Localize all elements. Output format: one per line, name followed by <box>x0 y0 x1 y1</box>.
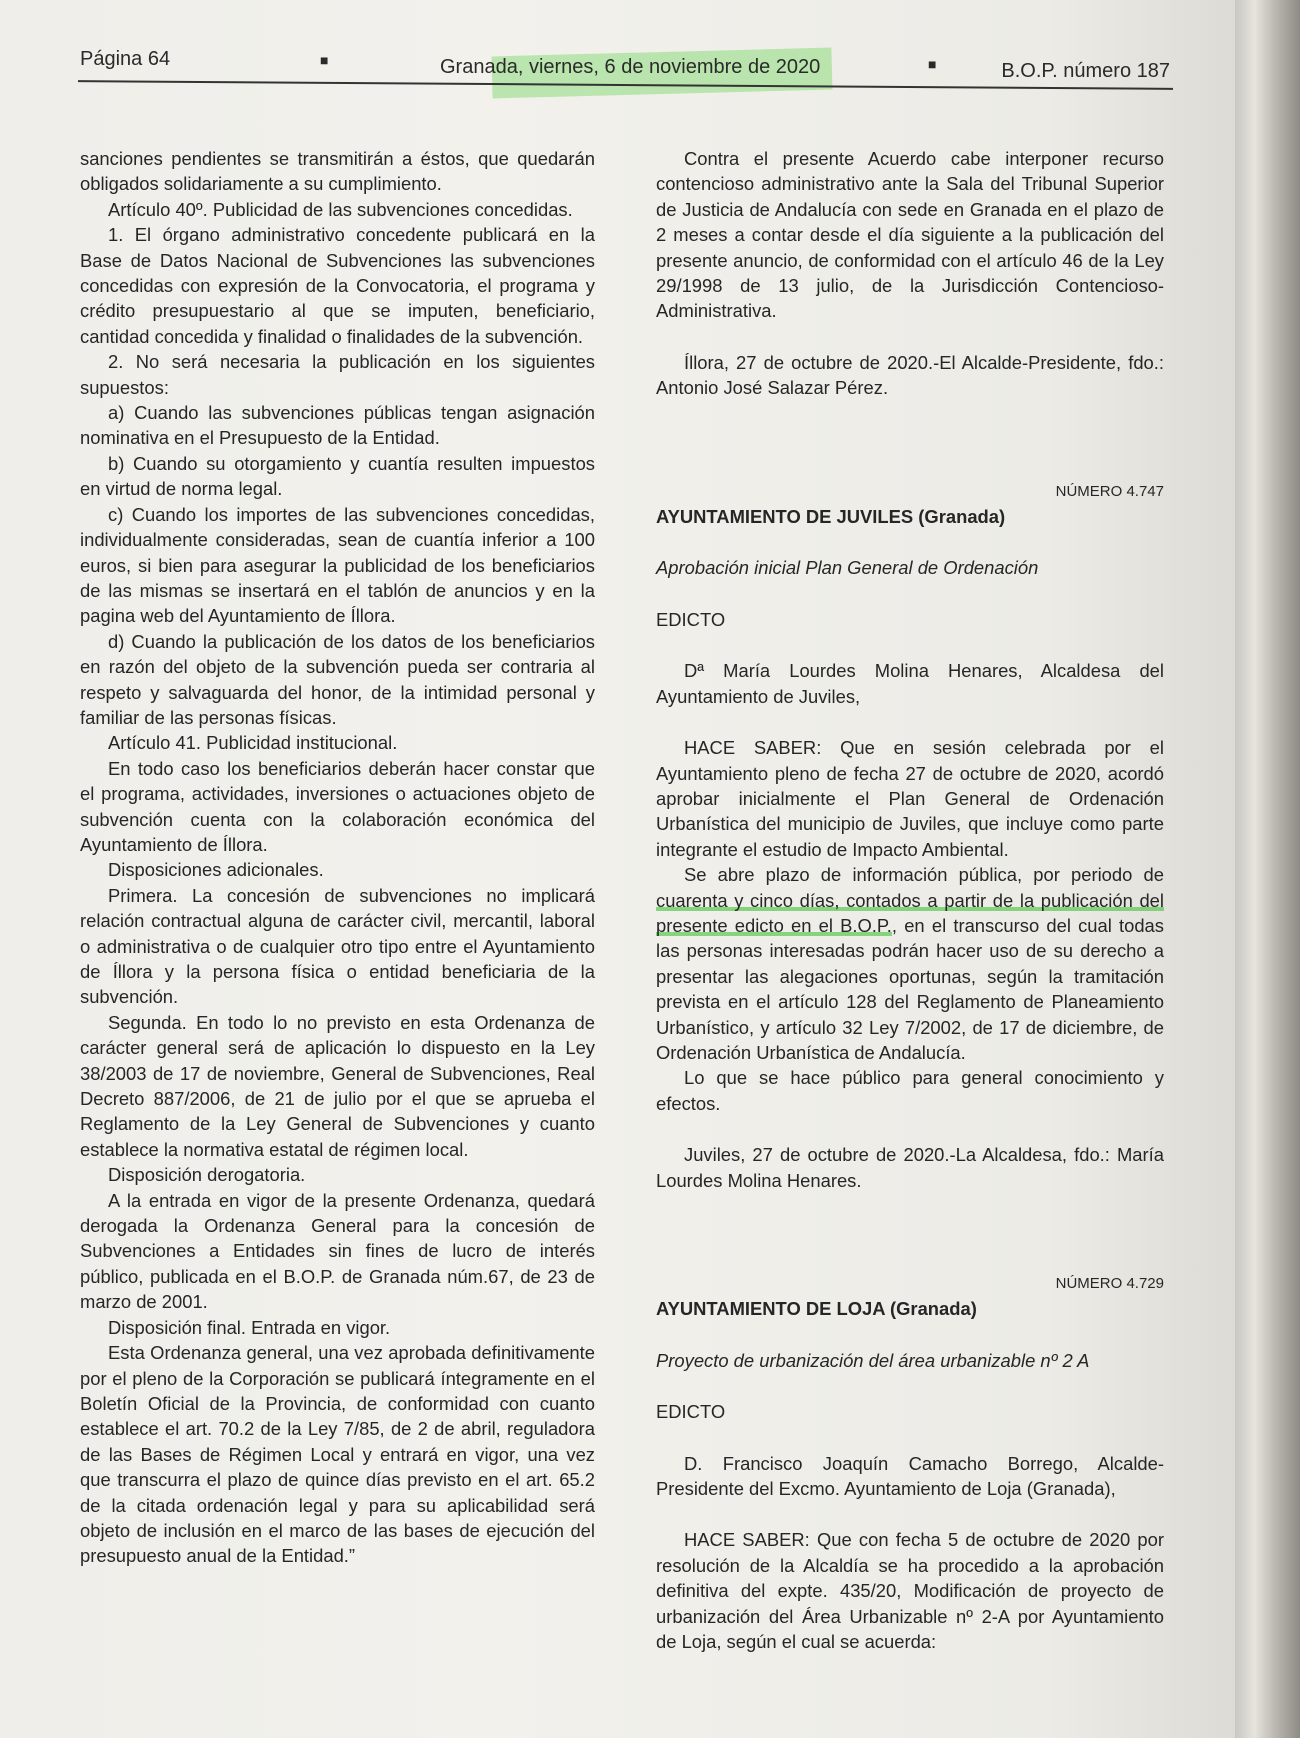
paragraph: Esta Ordenanza general, una vez aprobada definitivamente por el pleno de la Corporación se publicará íntegramente en el Boletín Oficial de la Provincia, de conformidad con cuanto establece el art. 70.2 de la Ley 7/85, de 2 de abril, reguladora de las Bases de Régimen Local y entrará en vigor, una vez que transcurra el plazo de quince días previsto en el art. 65.2 de la citada ordenación legal y para su aplicabilidad será objeto de inclusión en el marco de las bases de ejecución del presupuesto anual de la Entidad.” <box>80 1342 595 1567</box>
paragraph: Se abre plazo de información pública, por periodo de cuarenta y cinco días, contados a partir de la publicación del presente edicto en el B.O.P., en el transcurso del cual todas las personas interesadas podrán hacer uso de su derecho a presentar las alegaciones oportunas, según la tramitación prevista en el artículo 128 del Reglamento de Planeamiento Urbanístico, y artículo 32 Ley 7/2002, de 17 de diciembre, de Ordenación Urbanística de Andalucía. <box>656 864 1164 1063</box>
signature-juviles: Juviles, 27 de octubre de 2020.-La Alcaldesa, fdo.: María Lourdes Molina Henares. <box>656 1144 1164 1191</box>
edicto-label: EDICTO <box>656 608 726 630</box>
page-stack-edge <box>1235 0 1300 1738</box>
paragraph: D. Francisco Joaquín Camacho Borrego, Alcalde-Presidente del Excmo. Ayuntamiento de Loja (Granada), <box>656 1452 1164 1500</box>
paragraph: A la entrada en vigor de la presente Ordenanza, quedará derogada la Ordenanza General para la concesión de Subvenciones a Entidades sin fines de lucro de interés público, publicada en el B.O.P. de Granada núm.67, de 23 de marzo de 2001. <box>80 1189 595 1313</box>
paragraph: En todo caso los beneficiarios deberán hacer constar que el programa, actividades, inversiones o actuaciones objeto de subvención cuenta con la colaboración económica del Ayuntamiento de Íllora. <box>80 757 595 855</box>
right-column <box>656 146 1164 1654</box>
paragraph: Segunda. En todo lo no previsto en esta Ordenanza de carácter general será de aplicación lo dispuesto en la Ley 38/2003 de 17 de noviembre, General de Subvenciones, Real Decreto 887/2006, de 21 de julio por el que se aprueba el Reglamento de la Ley General de Subvenciones y cuanto establece la normativa estatal de régimen local. <box>80 1011 595 1160</box>
paragraph: Disposición final. Entrada en vigor. <box>108 1316 391 1338</box>
paragraph: b) Cuando su otorgamiento y cuantía resulten impuestos en virtud de norma legal. <box>80 452 595 500</box>
organization-title: AYUNTAMIENTO DE JUVILES (Granada) <box>656 506 1006 528</box>
paragraph: HACE SABER: Que con fecha 5 de octubre de 2020 por resolución de la Alcaldía se ha procedido a la aprobación definitiva del expte. 435/20, Modificación de proyecto de urbanización del Área Urbanizable nº 2-A por Ayuntamiento de Loja, según el cual se acuerda: <box>656 1529 1164 1653</box>
bulletin-number: B.O.P. número 187 <box>1001 60 1170 82</box>
signature-illora: Íllora, 27 de octubre de 2020.-El Alcalde-Presidente, fdo.: Antonio José Salazar Pérez. <box>656 351 1164 399</box>
page-header <box>80 48 1170 84</box>
paragraph: Artículo 41. Publicidad institucional. <box>108 732 398 754</box>
edicto-label: EDICTO <box>656 1401 726 1423</box>
page-number: Página 64 <box>80 48 171 70</box>
notice-subject: Proyecto de urbanización del área urbanizable nº 2 A <box>656 1349 1090 1371</box>
left-column <box>80 146 595 1569</box>
organization-title: AYUNTAMIENTO DE LOJA (Granada) <box>656 1298 977 1320</box>
paragraph: Lo que se hace público para general conocimiento y efectos. <box>656 1067 1164 1114</box>
separator-square-icon: ■ <box>928 56 937 72</box>
header-date: Granada, viernes, 6 de noviembre de 2020 <box>440 56 821 78</box>
paragraph: Primera. La concesión de subvenciones no implicará relación contractual alguna de carácter civil, mercantil, laboral o administrativa o de cualquier otro tipo entre el Ayuntamiento de Íllora y la persona física o entidad beneficiaria de la subvención. <box>80 884 595 1008</box>
paragraph: Artículo 40º. Publicidad de las subvenciones concedidas. <box>108 198 573 220</box>
notice-number: NÚMERO 4.729 <box>1055 1275 1164 1292</box>
paragraph: HACE SABER: Que en sesión celebrada por el Ayuntamiento pleno de fecha 27 de octubre de 2020, acordó aprobar inicialmente el Plan General de Ordenación Urbanística del municipio de Juviles, que incluye como parte integrante el estudio de Impacto Ambiental. <box>656 737 1164 860</box>
paragraph: Disposición derogatoria. <box>108 1164 306 1186</box>
highlighted-text: cuarenta y cinco días, contados a partir de la publicación del presente edicto en el B.O.P. <box>656 889 1164 936</box>
paragraph: sanciones pendientes se transmitirán a éstos, que quedarán obligados solidariamente a su cumplimiento. <box>80 148 595 195</box>
paragraph: Dª María Lourdes Molina Henares, Alcaldesa del Ayuntamiento de Juviles, <box>656 660 1164 707</box>
recurso-paragraph: Contra el presente Acuerdo cabe interponer recurso contencioso administrativo ante la Sala del Tribunal Superior de Justicia de Andalucía con sede en Granada en el plazo de 2 meses a contar desde el día siguiente a la publicación del presente anuncio, de conformidad con el artículo 46 de la Ley 29/1998 de 13 julio, de la Jurisdicción Contencioso-Administrativa. <box>656 148 1164 322</box>
paragraph: Disposiciones adicionales. <box>108 859 324 881</box>
paragraph: c) Cuando los importes de las subvenciones concedidas, individualmente consideradas, sean de cuantía inferior a 100 euros, si bien para asegurar la publicidad de los beneficiarios de las mismas se insertará en el tablón de anuncios y en la pagina web del Ayuntamiento de Íllora. <box>80 503 595 627</box>
notice-number: NÚMERO 4.747 <box>1055 482 1164 500</box>
notice-subject: Aprobación inicial Plan General de Ordenación <box>656 557 1039 579</box>
paragraph: 2. No será necesaria la publicación en los siguientes supuestos: <box>80 351 595 398</box>
separator-square-icon: ■ <box>320 52 329 68</box>
paragraph: 1. El órgano administrativo concedente publicará en la Base de Datos Nacional de Subvenciones las subvenciones concedidas con expresión de la Convocatoria, el programa y crédito presupuestario al que se imputen, beneficiario, cantidad concedida y finalidad o finalidades de la subvención. <box>80 224 595 347</box>
paragraph: d) Cuando la publicación de los datos de los beneficiarios en razón del objeto de la subvención pueda ser contraria al respeto y salvaguarda del honor, de la intimidad personal y familiar de las personas físicas. <box>80 630 595 728</box>
paragraph: a) Cuando las subvenciones públicas tengan asignación nominativa en el Presupuesto de la Entidad. <box>80 402 595 449</box>
